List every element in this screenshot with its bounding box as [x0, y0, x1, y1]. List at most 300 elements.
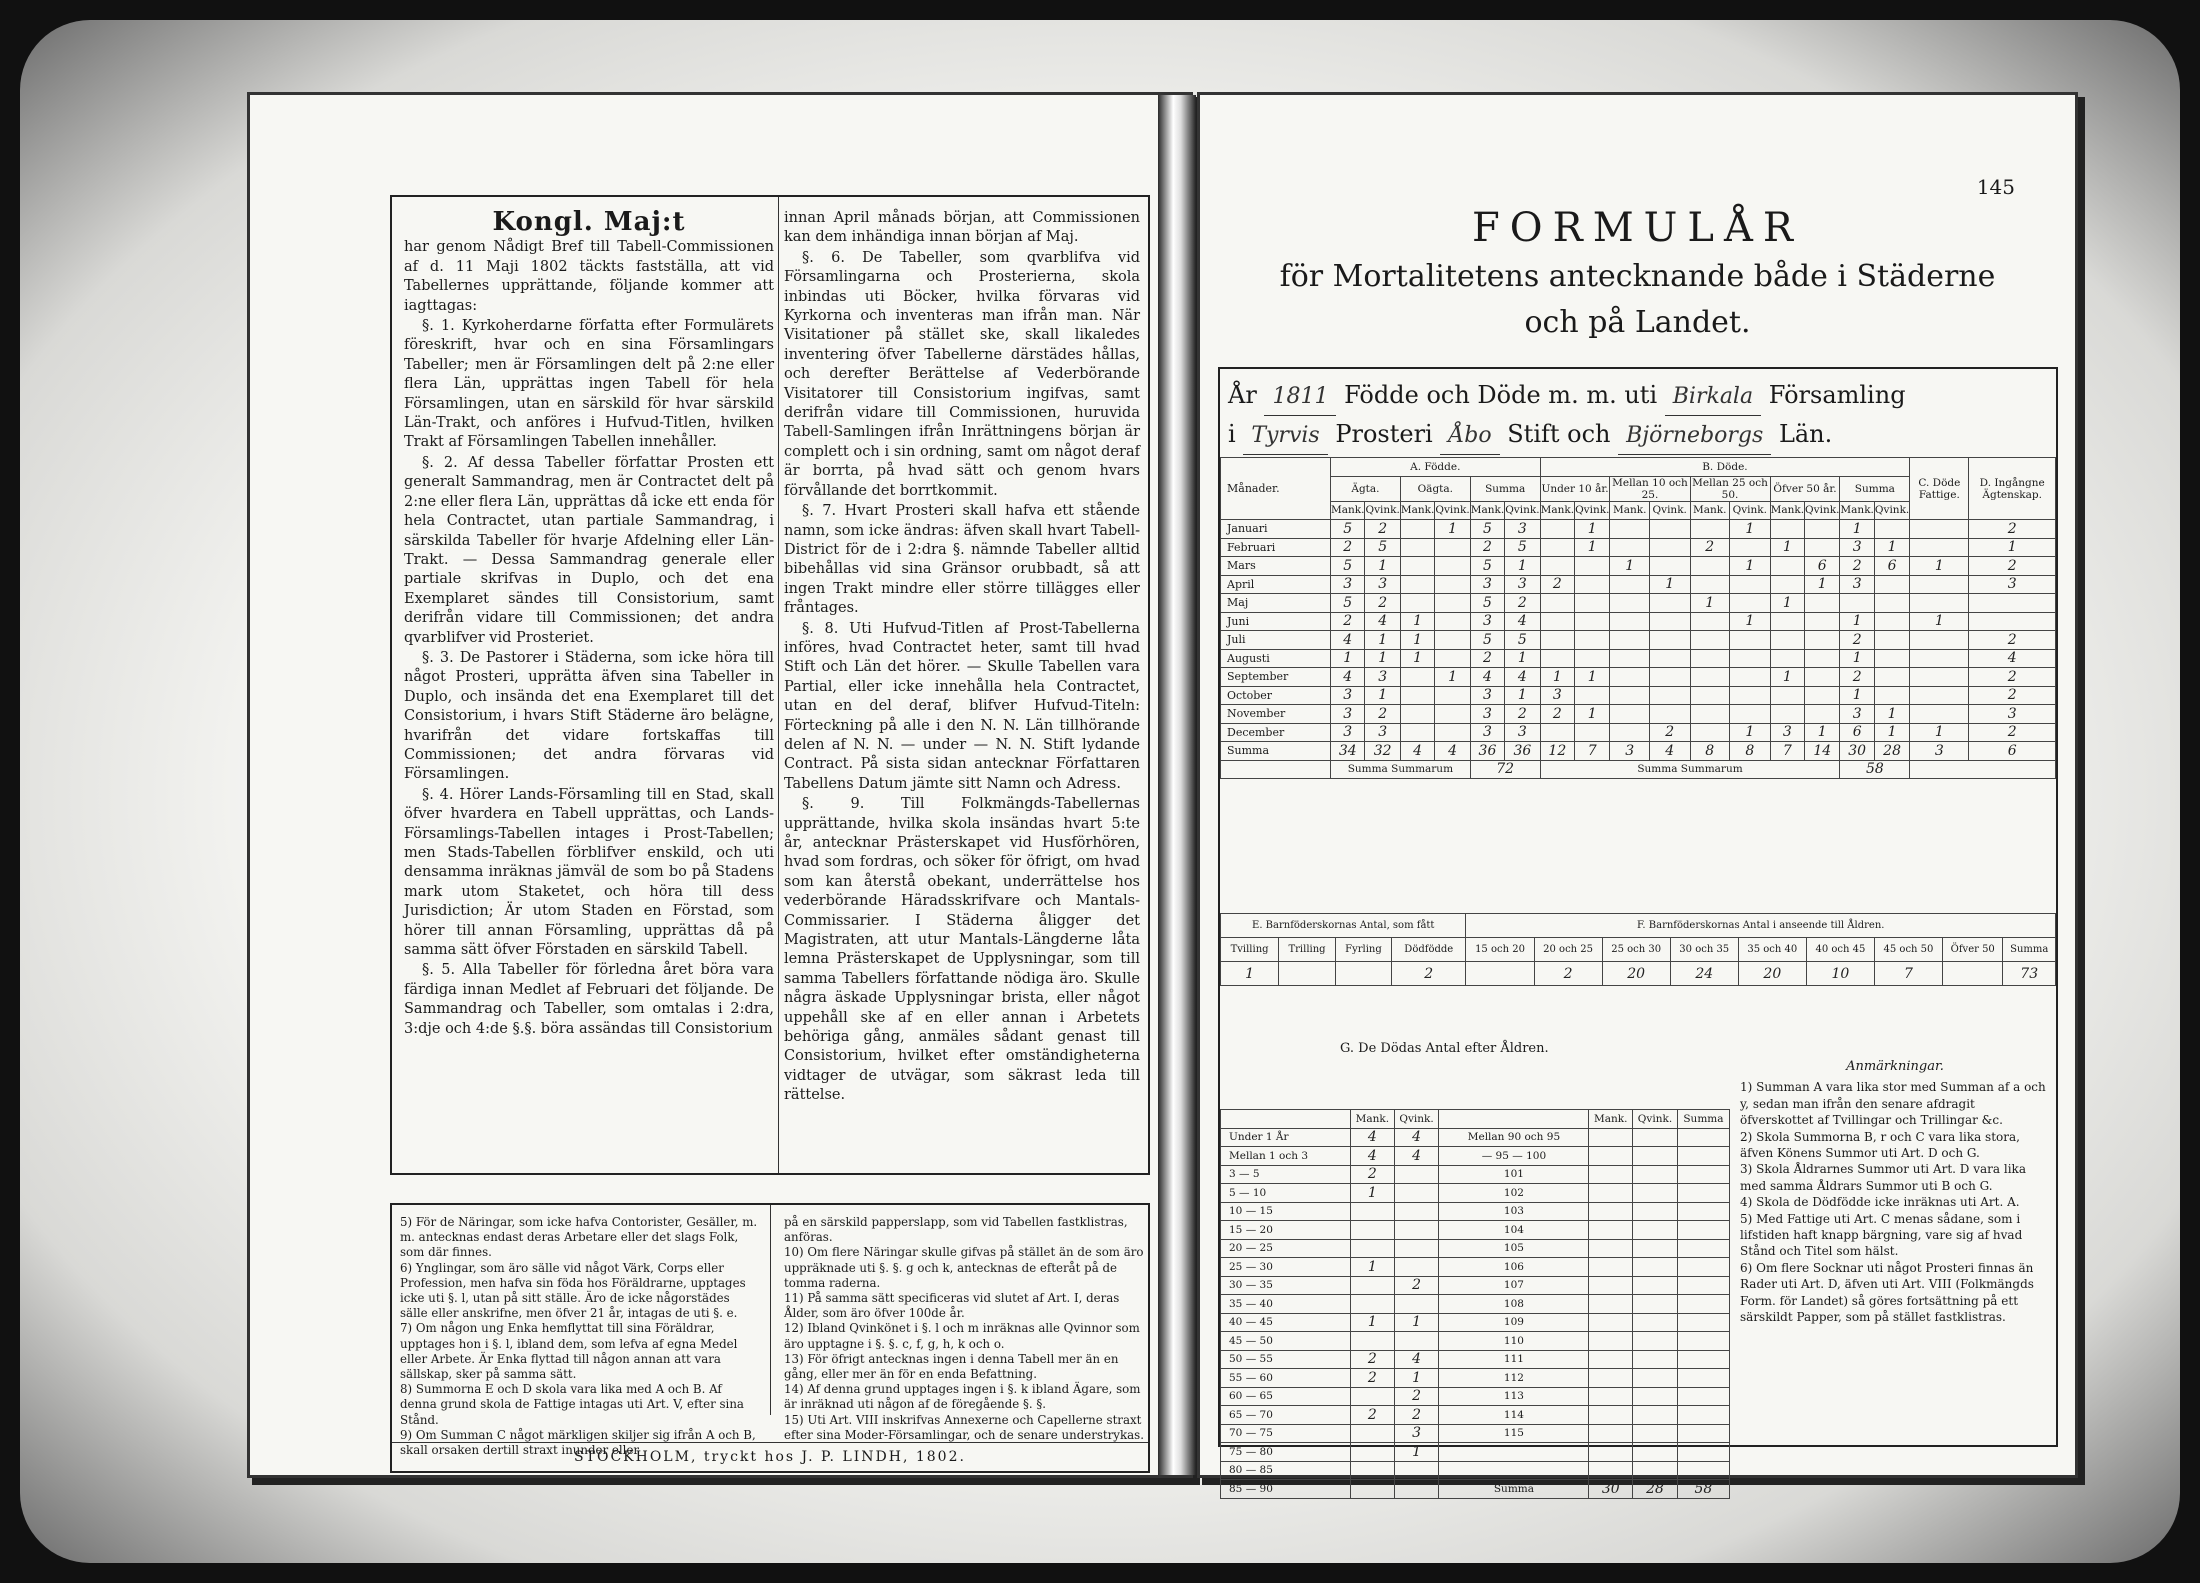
handwritten-value	[1730, 649, 1771, 668]
handwritten-value: 1	[1805, 723, 1840, 742]
empty-cell	[1633, 1332, 1678, 1351]
month-label: Juli	[1221, 631, 1331, 650]
footnote: 11) På samma sätt specificeras vid slutet af Art. I, deras Ålder, som äro öfver 100de år.	[784, 1291, 1120, 1321]
empty-cell	[1589, 1424, 1633, 1443]
handwritten-value	[1805, 594, 1840, 613]
handwritten-value: 2	[1505, 705, 1540, 724]
empty-cell	[1677, 1443, 1729, 1462]
month-label: December	[1221, 723, 1331, 742]
handwritten-value: 1	[1400, 612, 1434, 631]
month-label: Augusti	[1221, 649, 1331, 668]
month-row	[1221, 557, 2056, 576]
empty-cell	[1589, 1184, 1633, 1203]
form-title: FORMULÅR	[1472, 205, 1803, 251]
empty-cell	[1910, 760, 2056, 779]
sex-header: Qvink.	[1365, 501, 1400, 520]
handwritten-value: 1	[1840, 612, 1874, 631]
age-label: 10 — 15	[1221, 1202, 1351, 1221]
handwritten-value: 5	[1505, 538, 1540, 557]
handwritten-value: 1	[1365, 631, 1400, 650]
handwritten-value: 3	[1331, 686, 1365, 705]
month-row	[1221, 612, 2056, 631]
empty-cell	[1633, 1258, 1678, 1277]
handwritten-value	[1400, 668, 1434, 687]
empty-cell	[1589, 1350, 1633, 1369]
handwritten-value	[1575, 594, 1610, 613]
month-label: September	[1221, 668, 1331, 687]
handwritten-value	[1910, 686, 1969, 705]
handwritten-value: 58	[1677, 1480, 1729, 1499]
paragraph: §. 5. Alla Tabeller för förledna året böra vara färdiga innan Medlet af Februari det följande. De Sammandrag och Tabeller, som omtalas i 2:dra, 3:dje och 4:de §.§. böra assändas till Consistorium	[404, 962, 774, 1037]
empty-cell	[1589, 1147, 1633, 1166]
remark: 4) Skola de Dödfödde icke inräknas uti Art. A.	[1740, 1195, 2020, 1210]
empty-cell	[1589, 1406, 1633, 1425]
age-row	[1221, 1202, 1730, 1221]
handwritten-value	[1910, 538, 1969, 557]
handwritten-value	[1805, 705, 1840, 724]
age-label: 65 — 70	[1221, 1406, 1351, 1425]
handwritten-value: 2	[1351, 1165, 1395, 1184]
handwritten-value	[1690, 557, 1730, 576]
handwritten-value	[1690, 705, 1730, 724]
empty-cell	[1677, 1387, 1729, 1406]
remark: 3) Skola Åldrarnes Summor uti Art. D vara lika med samma Åldrars Summor uti B och G.	[1740, 1162, 2026, 1193]
handwritten-value: 2	[1394, 1387, 1439, 1406]
handwritten-value	[1394, 1295, 1439, 1314]
handwritten-value	[1351, 1461, 1395, 1480]
handwritten-value: 1	[1365, 649, 1400, 668]
age-label: Mellan 1 och 3	[1221, 1147, 1351, 1166]
handwritten-value: 1	[1730, 557, 1771, 576]
paragraph: innan April månads början, att Commissionen kan dem inhändiga innan början af Maj.	[784, 210, 1140, 246]
handwritten-value: 2	[1394, 1406, 1439, 1425]
sex-header: Mank.	[1400, 501, 1434, 520]
handwritten-value: 1	[1910, 557, 1969, 576]
empty-cell	[1633, 1128, 1678, 1147]
handwritten-value: 20	[1602, 962, 1670, 986]
handwritten-value	[1540, 723, 1574, 742]
empty-cell	[1633, 1461, 1678, 1480]
handwritten-value: 3	[1331, 575, 1365, 594]
age-row	[1221, 1295, 1730, 1314]
empty-cell	[1633, 1165, 1678, 1184]
handwritten-value: 1	[1505, 557, 1540, 576]
col-header: Dödfödde	[1392, 938, 1466, 962]
handwritten-value	[1649, 631, 1690, 650]
paragraph: §. 2. Af dessa Tabeller författar Prosten ett generalt Sammandrag, men är Contractet delt på 2:ne eller flera Län, upprättas då icke ett enda för hela Contractet, utan partiale Sammandrag, i särskilda Tabeller för hvarje Afdelning eller Län-Trakt. — Dessa Sammandrag generale eller partiale skrifvas in Duplo, och det ena Exemplaret sändes till Consistorium, samt derifrån vidare till Commissionen; det andra qvarblifver vid Prosteriet.	[404, 454, 774, 646]
handwritten-value: 2	[1690, 538, 1730, 557]
lan-value: Björneborgs	[1618, 418, 1771, 455]
handwritten-value: 4	[1400, 742, 1434, 761]
handwritten-value	[1805, 686, 1840, 705]
handwritten-value	[1805, 612, 1840, 631]
handwritten-value: 3	[1969, 575, 2056, 594]
handwritten-value: 2	[1540, 575, 1574, 594]
births-deaths-table	[1220, 457, 2056, 779]
col-header: Ägta.	[1331, 476, 1401, 501]
sex-header: Qvink.	[1435, 501, 1470, 520]
handwritten-value	[1351, 1480, 1395, 1499]
form-header	[1228, 377, 1906, 455]
handwritten-value: 1	[1910, 723, 1969, 742]
handwritten-value: 2	[1969, 631, 2056, 650]
empty-cell	[1589, 1128, 1633, 1147]
handwritten-value	[1649, 649, 1690, 668]
month-row	[1221, 649, 2056, 668]
handwritten-value	[1351, 1387, 1395, 1406]
footnotes-box	[390, 1203, 1150, 1473]
handwritten-value: 6	[1874, 557, 1909, 576]
handwritten-value: 3	[1770, 723, 1804, 742]
sex-header: Mank.	[1540, 501, 1574, 520]
handwritten-value	[1575, 575, 1610, 594]
handwritten-value: 2	[1840, 557, 1874, 576]
age-row	[1221, 1387, 1730, 1406]
empty-cell	[1589, 1165, 1633, 1184]
summarum-label: Summa Summarum	[1331, 760, 1471, 779]
empty-cell	[1677, 1424, 1729, 1443]
handwritten-value	[1730, 538, 1771, 557]
handwritten-value: 2	[1840, 668, 1874, 687]
handwritten-value: 36	[1505, 742, 1540, 761]
handwritten-value: 3	[1840, 538, 1874, 557]
handwritten-value	[1394, 1480, 1439, 1499]
handwritten-value: 1	[1649, 575, 1690, 594]
handwritten-value: 3	[1365, 575, 1400, 594]
handwritten-value	[1649, 705, 1690, 724]
age-row	[1221, 1165, 1730, 1184]
age-row	[1221, 1332, 1730, 1351]
handwritten-value: 1	[1730, 520, 1771, 539]
handwritten-value	[1575, 649, 1610, 668]
handwritten-value: 1	[1610, 557, 1650, 576]
handwritten-value: 28	[1633, 1480, 1678, 1499]
handwritten-value: 3	[1840, 575, 1874, 594]
handwritten-value	[1910, 668, 1969, 687]
empty-cell	[1589, 1295, 1633, 1314]
header-label: Län.	[1778, 420, 1833, 448]
month-row	[1221, 723, 2056, 742]
paragraph: §. 6. De Tabeller, som qvarblifva vid Församlingarna och Prosterierna, skola inbindas uti Böcker, hvilka förvaras vid Kyrkorna och inventeras man ifrån man. När Visitationer på stället ske, skall likaledes inventering öfver Tabellerne därstädes hållas, och derefter Berättelse af Vederbörande Visitatorer till Consistorium ingifvas, samt derifrån vidare till Commissionen, huruvida Tabell-Samlingen ifrån Inrättningens början är complett och i sin ordning, samt om något deraf är borrta, på hvad sätt och genom hvars förvållande det borrtkommit.	[784, 249, 1140, 499]
remarks	[1740, 1059, 2050, 1326]
footnote-divider	[770, 1205, 771, 1415]
empty-cell	[1677, 1147, 1729, 1166]
handwritten-value	[1610, 686, 1650, 705]
age-label: Under 1 År	[1221, 1128, 1351, 1147]
col-header: 15 och 20	[1466, 938, 1534, 962]
month-row	[1221, 705, 2056, 724]
empty-cell	[1589, 1369, 1633, 1388]
form-subtitle-2: och på Landet.	[1524, 305, 1751, 340]
handwritten-value	[1910, 631, 1969, 650]
handwritten-value	[1874, 686, 1909, 705]
empty-cell	[1633, 1295, 1678, 1314]
age-row	[1221, 1369, 1730, 1388]
month-label: Februari	[1221, 538, 1331, 557]
handwritten-value	[1610, 631, 1650, 650]
age-row	[1221, 1239, 1730, 1258]
age-row	[1221, 1221, 1730, 1240]
handwritten-value	[1400, 686, 1434, 705]
col-header: Mank.	[1351, 1110, 1395, 1129]
footnote: 9) Om Summan C något märkligen skiljer sig ifrån A och B, skall orsaken dertill straxt inunder eller	[400, 1427, 756, 1458]
handwritten-value: 73	[2003, 962, 2056, 986]
age-label: 108	[1439, 1295, 1589, 1314]
col-header: Månader.	[1221, 458, 1331, 520]
col-header: D. Ingångne Ägtenskap.	[1969, 458, 2056, 520]
handwritten-value: 1	[1805, 575, 1840, 594]
handwritten-value	[1435, 649, 1470, 668]
handwritten-value: 7	[1874, 962, 1942, 986]
handwritten-value	[1610, 649, 1650, 668]
handwritten-value: 32	[1365, 742, 1400, 761]
handwritten-value	[1770, 575, 1804, 594]
footnote: 14) Af denna grund upptages ingen i §. k ibland Ägare, som är inräknad uti någon af de föregående §. §.	[784, 1382, 1141, 1412]
handwritten-value: 3	[1331, 705, 1365, 724]
month-row	[1221, 686, 2056, 705]
handwritten-value: 1	[1351, 1313, 1395, 1332]
handwritten-value: 1	[1221, 962, 1279, 986]
handwritten-value: 3	[1969, 705, 2056, 724]
age-label: 105	[1439, 1239, 1589, 1258]
sex-header: Mank.	[1840, 501, 1874, 520]
handwritten-value	[1610, 538, 1650, 557]
paragraph: §. 4. Hörer Lands-Församling till en Stad, skall öfver hvardera en Tabell upprättas, och Lands-Församlings-Tabellen intages i Prost-Tabellen; men Stads-Tabellen förblifver enskild, och uti densamma inräknas jämväl de som bo på Stadens mark utom Staketet, och höra till dess Jurisdiction; Är utom Staden en Förstad, som hörer till annan Församling, upprättas då på samma sätt öfver Förstaden en särskild Tabell.	[404, 786, 774, 959]
handwritten-value	[1351, 1295, 1395, 1314]
empty-cell	[1677, 1332, 1729, 1351]
handwritten-value: 1	[1730, 723, 1771, 742]
handwritten-value	[1610, 612, 1650, 631]
col-header: A. Födde.	[1331, 458, 1541, 477]
header-label: Födde och Döde m. m. uti	[1344, 381, 1658, 409]
handwritten-value	[1610, 575, 1650, 594]
empty-cell	[1633, 1369, 1678, 1388]
handwritten-value: 2	[1969, 557, 2056, 576]
age-label: 55 — 60	[1221, 1369, 1351, 1388]
age-label: 75 — 80	[1221, 1443, 1351, 1462]
empty-cell	[1589, 1221, 1633, 1240]
col-header: Summa	[1677, 1110, 1729, 1129]
handwritten-value: 36	[1470, 742, 1504, 761]
handwritten-value: 6	[1840, 723, 1874, 742]
handwritten-value	[1466, 962, 1534, 986]
mothers-table	[1220, 913, 2056, 986]
paragraph: har genom Nådigt Bref till Tabell-Commissionen af d. 11 Maji 1802 täckts fastställa, att vid Tabellernes upprättande, följande kommer att iagttagas:	[404, 239, 774, 314]
empty-cell	[1677, 1276, 1729, 1295]
handwritten-value: 1	[1400, 649, 1434, 668]
sex-header: Mank.	[1770, 501, 1804, 520]
handwritten-value	[1649, 612, 1690, 631]
handwritten-value	[1840, 594, 1874, 613]
col-header: Öfver 50	[1943, 938, 2003, 962]
handwritten-value	[1874, 631, 1909, 650]
handwritten-value: 2	[1365, 520, 1400, 539]
age-row	[1221, 1443, 1730, 1462]
handwritten-value: 3	[1840, 705, 1874, 724]
handwritten-value	[1805, 668, 1840, 687]
age-label: 106	[1439, 1258, 1589, 1277]
sex-header: Mank.	[1470, 501, 1504, 520]
handwritten-value	[1910, 520, 1969, 539]
handwritten-value: 4	[1435, 742, 1470, 761]
handwritten-value	[1610, 668, 1650, 687]
handwritten-value: 4	[1351, 1147, 1395, 1166]
handwritten-value: 2	[1505, 594, 1540, 613]
col-header: Oägta.	[1400, 476, 1470, 501]
empty-cell	[1589, 1387, 1633, 1406]
handwritten-value: 5	[1331, 594, 1365, 613]
handwritten-value: 1	[1505, 649, 1540, 668]
handwritten-value	[1874, 575, 1909, 594]
handwritten-value: 1	[1840, 520, 1874, 539]
handwritten-value	[1400, 520, 1434, 539]
age-label: 35 — 40	[1221, 1295, 1351, 1314]
handwritten-value	[1610, 594, 1650, 613]
handwritten-value	[1969, 594, 2056, 613]
handwritten-value	[1435, 575, 1470, 594]
handwritten-value: 4	[1351, 1128, 1395, 1147]
summa-label: Summa	[1439, 1480, 1589, 1499]
handwritten-value: 24	[1670, 962, 1738, 986]
handwritten-value: 2	[1534, 962, 1602, 986]
handwritten-value	[1770, 686, 1804, 705]
handwritten-value	[1575, 612, 1610, 631]
handwritten-value: 3	[1470, 686, 1504, 705]
handwritten-value	[1575, 631, 1610, 650]
empty-cell	[1677, 1406, 1729, 1425]
handwritten-value	[1394, 1332, 1439, 1351]
remark: 6) Om flere Socknar uti något Prosteri finnas än Rader uti Art. D, äfven uti Art. VIII (Folkmängds Form. för Landet) så göres fortsättning på ett särskildt Papper, som på stället fastklistras.	[1740, 1260, 2034, 1325]
month-label: November	[1221, 705, 1331, 724]
page-number: 145	[1976, 175, 2015, 199]
remark: 5) Med Fattige uti Art. C menas sådane, som i lifstiden haft knapp bärgning, vare sig af hvad Stånd och Titel som hälst.	[1740, 1211, 2023, 1259]
handwritten-value: 1	[1770, 668, 1804, 687]
handwritten-value: 8	[1730, 742, 1771, 761]
col-header: 40 och 45	[1806, 938, 1874, 962]
handwritten-value	[1649, 668, 1690, 687]
footnote: 5) För de Näringar, som icke hafva Contorister, Gesäller, m. m. antecknas endast deras Arbetare eller det slags Folk, som där finnes.	[400, 1215, 758, 1260]
handwritten-value: 1	[1394, 1369, 1439, 1388]
handwritten-value	[1910, 594, 1969, 613]
empty-cell	[1677, 1128, 1729, 1147]
handwritten-value	[1435, 557, 1470, 576]
handwritten-value	[1394, 1258, 1439, 1277]
summarum-deaths: 58	[1840, 760, 1910, 779]
handwritten-value	[1335, 962, 1391, 986]
age-label: 60 — 65	[1221, 1387, 1351, 1406]
handwritten-value: 1	[1874, 723, 1909, 742]
handwritten-value	[1435, 538, 1470, 557]
handwritten-value	[1690, 686, 1730, 705]
col-header: Tvilling	[1221, 938, 1279, 962]
form-subtitle: för Mortalitetens antecknande både i Städerne	[1279, 259, 1996, 294]
handwritten-value: 3	[1470, 705, 1504, 724]
printer-imprint: STOCKHOLM, tryckt hos J. P. LINDH, 1802.	[392, 1442, 1148, 1465]
handwritten-value	[1279, 962, 1336, 986]
handwritten-value	[1540, 631, 1574, 650]
age-row	[1221, 1350, 1730, 1369]
month-label: October	[1221, 686, 1331, 705]
handwritten-value: 3	[1365, 723, 1400, 742]
handwritten-value: 4	[1394, 1128, 1439, 1147]
handwritten-value	[1400, 594, 1434, 613]
handwritten-value	[1610, 520, 1650, 539]
age-label: 5 — 10	[1221, 1184, 1351, 1203]
handwritten-value: 14	[1805, 742, 1840, 761]
col-header: Öfver 50 år.	[1770, 476, 1840, 501]
handwritten-value	[1540, 649, 1574, 668]
col-header: 30 och 35	[1670, 938, 1738, 962]
handwritten-value	[1730, 686, 1771, 705]
col-header: Mellan 10 och 25.	[1610, 476, 1690, 501]
handwritten-value	[1805, 520, 1840, 539]
handwritten-value: 10	[1806, 962, 1874, 986]
empty-cell	[1677, 1295, 1729, 1314]
sex-header: Qvink.	[1874, 501, 1909, 520]
handwritten-value: 2	[1540, 705, 1574, 724]
mortality-form	[1218, 367, 2058, 1497]
handwritten-value	[1874, 668, 1909, 687]
handwritten-value	[1805, 649, 1840, 668]
col-header: Qvink.	[1633, 1110, 1678, 1129]
handwritten-value: 2	[1470, 538, 1504, 557]
col-header: Under 10 år.	[1540, 476, 1610, 501]
handwritten-value	[1690, 612, 1730, 631]
handwritten-value	[1351, 1443, 1395, 1462]
age-label: Mellan 90 och 95	[1439, 1128, 1589, 1147]
empty-cell	[1221, 760, 1331, 779]
empty-cell	[1633, 1424, 1678, 1443]
handwritten-value	[1435, 686, 1470, 705]
handwritten-value: 2	[1331, 612, 1365, 631]
handwritten-value	[1351, 1221, 1395, 1240]
handwritten-value	[1730, 575, 1771, 594]
age-row	[1221, 1313, 1730, 1332]
header-label: Församling	[1768, 381, 1906, 409]
sex-header: Qvink.	[1505, 501, 1540, 520]
footnote: 12) Ibland Qvinkönet i §. l och m inräknas alle Qvinnor som äro upptagne i §. §. c, f, g, h, k och o.	[784, 1321, 1140, 1351]
handwritten-value: 3	[1505, 575, 1540, 594]
sex-header: Qvink.	[1805, 501, 1840, 520]
handwritten-value: 4	[1969, 649, 2056, 668]
header-label: i	[1228, 420, 1236, 448]
sex-header: Qvink.	[1575, 501, 1610, 520]
handwritten-value	[1969, 612, 2056, 631]
month-label: April	[1221, 575, 1331, 594]
empty-cell	[1633, 1221, 1678, 1240]
handwritten-value	[1540, 612, 1574, 631]
handwritten-value: 5	[1505, 631, 1540, 650]
handwritten-value	[1610, 723, 1650, 742]
month-row	[1221, 631, 2056, 650]
handwritten-value	[1400, 538, 1434, 557]
handwritten-value	[1400, 575, 1434, 594]
handwritten-value	[1540, 520, 1574, 539]
handwritten-value	[1690, 520, 1730, 539]
age-row	[1221, 1406, 1730, 1425]
handwritten-value: 2	[1840, 631, 1874, 650]
empty-cell	[1677, 1202, 1729, 1221]
handwritten-value	[1400, 705, 1434, 724]
age-label: 111	[1439, 1350, 1589, 1369]
handwritten-value: 30	[1840, 742, 1874, 761]
handwritten-value	[1540, 538, 1574, 557]
paragraph: §. 7. Hvart Prosteri skall hafva ett stående namn, som icke ändras: äfven skall hvart Tabell-District för de i 2:dra §. nämnde Tabeller alltid bibehållas vid sina Gränsor orubbadt, så att ingen Trakt mindre eller större tillägges eller fråntages.	[784, 503, 1140, 617]
empty-cell	[1633, 1313, 1678, 1332]
footnote: 6) Ynglingar, som äro sälle vid något Värk, Corps eller Profession, men hafva sin föda hos Föräldrarne, upptages icke uti §. l, utan på sitt ställe. Äro de icke någorstädes sälle eller anskrifne, men öfver 21 år, intagas de uti §. e.	[400, 1260, 746, 1321]
col-header: 45 och 50	[1874, 938, 1942, 962]
column-divider	[778, 197, 779, 1173]
